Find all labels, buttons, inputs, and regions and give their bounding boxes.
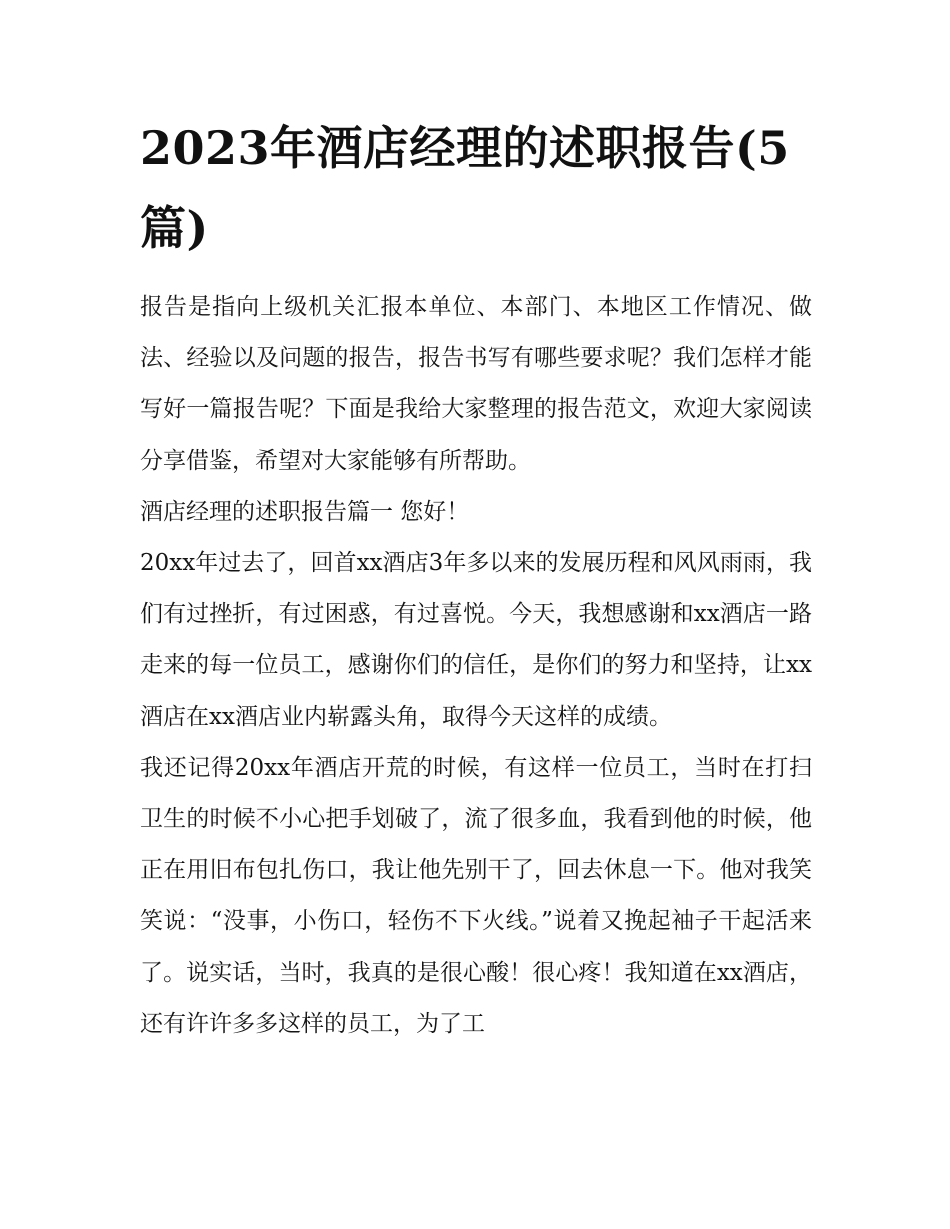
document-page (140, 108, 812, 1050)
title-spacer (140, 268, 812, 282)
intro-paragraph: 报告是指向上级机关汇报本单位、本部门、本地区工作情况、做法、经验以及问题的报告，报告书写有哪些要求呢？我们怎样才能写好一篇报告呢？下面是我给大家整理的报告范文，欢迎大家阅读分享借鉴，希望对大家能够有所帮助。 (140, 294, 812, 474)
body-paragraph-1: 20xx年过去了，回首xx酒店3年多以来的发展历程和风风雨雨，我们有过挫折，有过困惑，有过喜悦。今天，我想感谢和xx酒店一路走来的每一位员工，感谢你们的信任，是你们的努力和坚持，让xx酒店在xx酒店业内崭露头角，取得今天这样的成绩。 (140, 550, 812, 730)
section-heading-paragraph: 酒店经理的述职报告篇一 您好！ (140, 498, 470, 525)
body-paragraph-2: 我还记得20xx年酒店开荒的时候，有这样一位员工，当时在打扫卫生的时候不小心把手划破了，流了很多血，我看到他的时候，他正在用旧布包扎伤口，我让他先别干了，回去休息一下。他对我笑笑说：“没事，小伤口，轻伤不下火线。”说着又挽起袖子干起活来了。说实话，当时，我真的是很心酸！很心疼！我知道在xx酒店，还有许许多多这样的员工，为了工 (140, 754, 812, 1037)
document-title: 2023年酒店经理的述职报告(5篇) (140, 121, 790, 255)
